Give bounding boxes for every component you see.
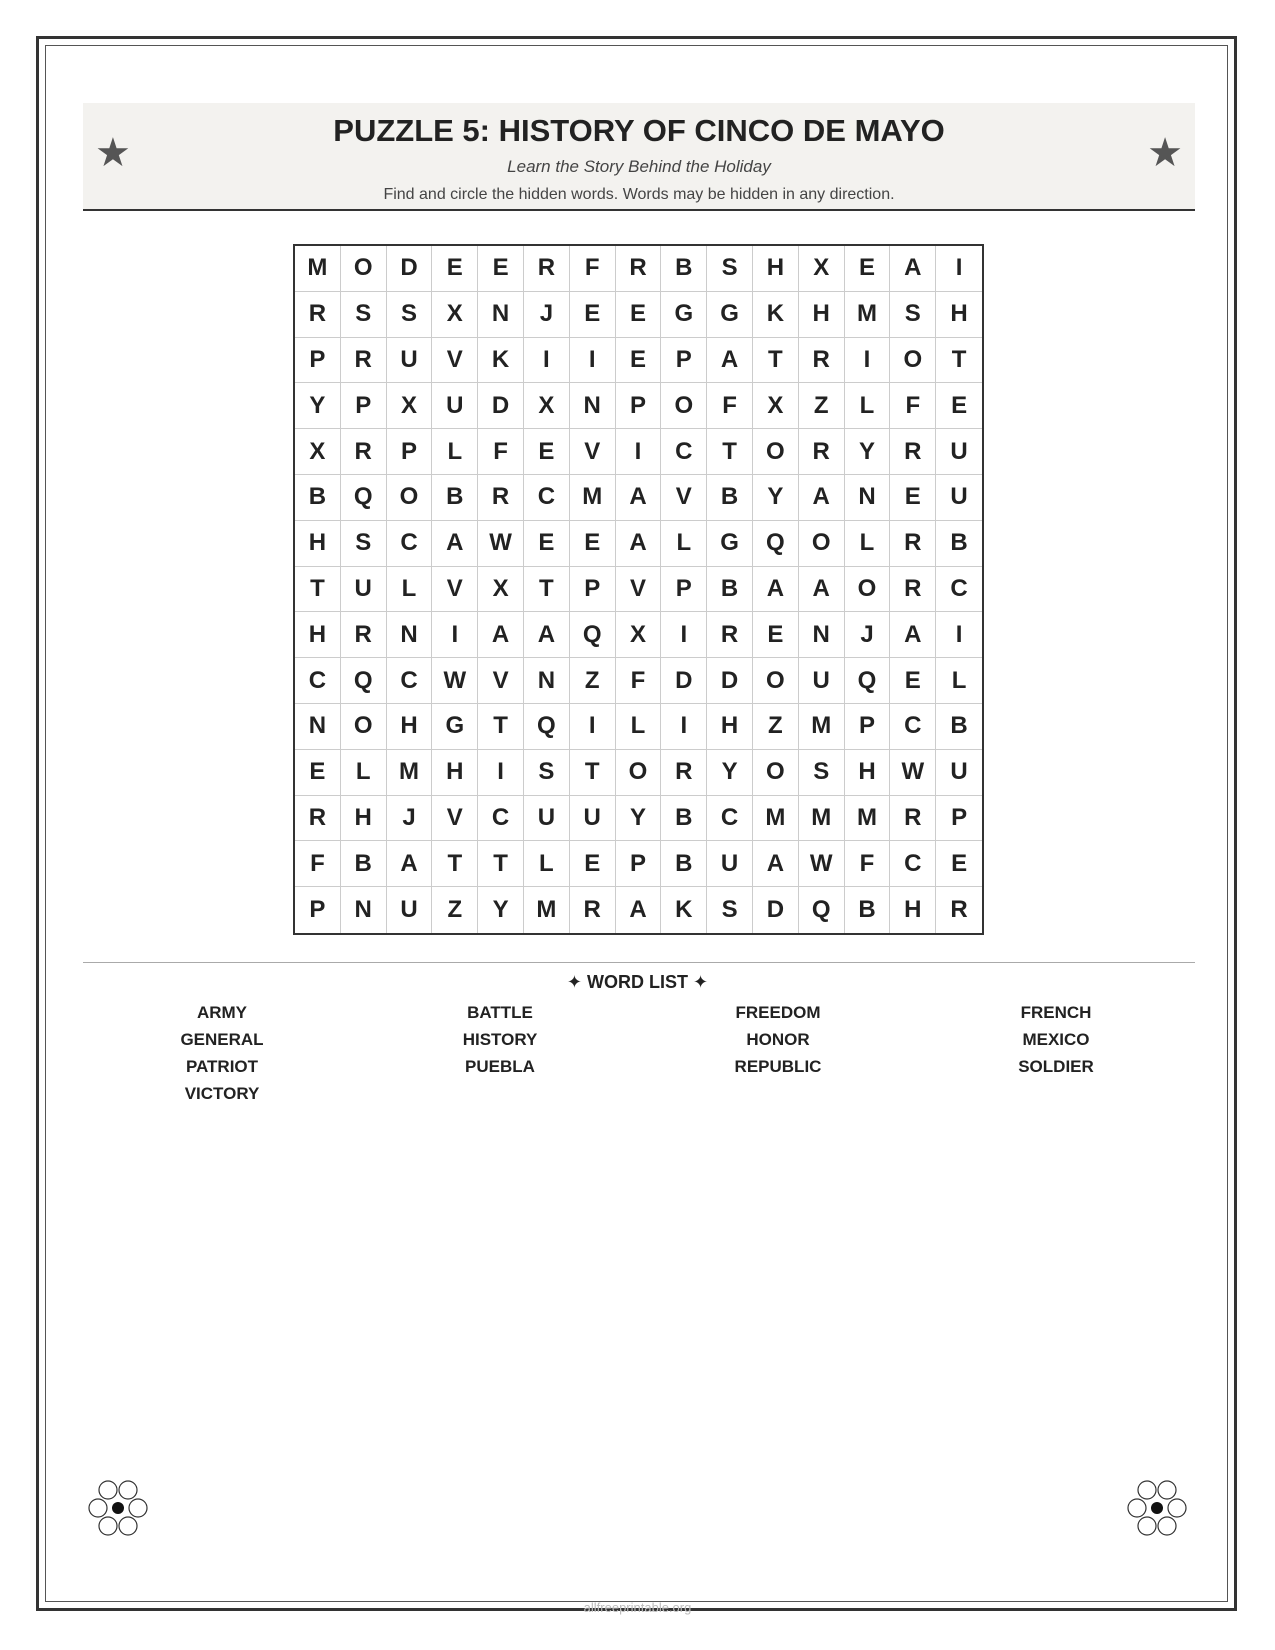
grid-cell: F: [890, 383, 936, 429]
grid-cell: H: [295, 612, 341, 658]
grid-cell: V: [616, 567, 662, 613]
grid-cell: T: [432, 841, 478, 887]
grid-cell: V: [661, 475, 707, 521]
grid-cell: C: [707, 796, 753, 842]
grid-cell: N: [295, 704, 341, 750]
grid-cell: I: [936, 246, 982, 292]
word-list-item: PUEBLA: [465, 1057, 535, 1076]
grid-cell: B: [661, 246, 707, 292]
grid-cell: O: [387, 475, 433, 521]
grid-cell: L: [661, 521, 707, 567]
grid-cell: E: [753, 612, 799, 658]
grid-cell: R: [570, 887, 616, 933]
grid-cell: G: [707, 292, 753, 338]
grid-cell: R: [341, 338, 387, 384]
grid-cell: E: [570, 292, 616, 338]
grid-cell: C: [387, 658, 433, 704]
grid-cell: P: [845, 704, 891, 750]
grid-cell: L: [845, 383, 891, 429]
grid-cell: H: [432, 750, 478, 796]
grid-cell: P: [295, 338, 341, 384]
grid-cell: H: [845, 750, 891, 796]
grid-cell: S: [707, 887, 753, 933]
grid-cell: T: [570, 750, 616, 796]
grid-cell: B: [707, 475, 753, 521]
flower-ornament-icon: [86, 1478, 150, 1538]
grid-cell: R: [950, 896, 968, 924]
grid-cell: D: [753, 887, 799, 933]
grid-cell: S: [341, 521, 387, 567]
grid-cell: K: [753, 292, 799, 338]
grid-cell: W: [799, 841, 845, 887]
puzzle-subtitle: Learn the Story Behind the Holiday: [507, 157, 771, 176]
grid-cell: F: [570, 246, 616, 292]
grid-cell: G: [432, 704, 478, 750]
grid-cell: E: [432, 246, 478, 292]
grid-cell: X: [387, 383, 433, 429]
word-list-item: FRENCH: [1020, 1003, 1092, 1022]
grid-cell: E: [936, 841, 982, 887]
grid-cell: E: [295, 750, 341, 796]
grid-cell: A: [616, 475, 662, 521]
grid-cell: R: [799, 338, 845, 384]
grid-cell: P: [661, 567, 707, 613]
grid-cell: I: [478, 750, 524, 796]
grid-cell: S: [387, 292, 433, 338]
grid-cell: B: [661, 796, 707, 842]
grid-cell: J: [387, 796, 433, 842]
grid-cell: A: [799, 475, 845, 521]
grid-cell: G: [661, 292, 707, 338]
grid-cell: Q: [799, 887, 845, 933]
grid-cell: L: [432, 429, 478, 475]
grid-cell: C: [936, 567, 982, 613]
grid-cell: R: [799, 429, 845, 475]
grid-cell: B: [707, 567, 753, 613]
grid-cell: A: [799, 567, 845, 613]
grid-cell: A: [753, 841, 799, 887]
grid-cell: O: [799, 521, 845, 567]
word-list-item: MEXICO: [1022, 1030, 1090, 1049]
grid-cell: M: [799, 704, 845, 750]
grid-cell: P: [295, 887, 341, 933]
grid-cell: T: [295, 567, 341, 613]
grid-cell: R: [478, 475, 524, 521]
grid-cell: C: [890, 704, 936, 750]
grid-cell: Z: [799, 383, 845, 429]
grid-cell: I: [661, 704, 707, 750]
grid-cell: E: [936, 383, 982, 429]
grid-cell: M: [524, 887, 570, 933]
grid-cell: J: [524, 292, 570, 338]
grid-cell: D: [661, 658, 707, 704]
star-icon: ★: [1147, 131, 1183, 175]
grid-cell: X: [432, 292, 478, 338]
grid-cell: C: [524, 475, 570, 521]
grid-cell: V: [570, 429, 616, 475]
grid-cell: X: [478, 567, 524, 613]
grid-cell: E: [478, 246, 524, 292]
word-list-item: VICTORY: [184, 1084, 260, 1103]
grid-cell: E: [570, 841, 616, 887]
grid-cell: L: [524, 841, 570, 887]
grid-cell: L: [387, 567, 433, 613]
grid-cell: P: [661, 338, 707, 384]
grid-cell: T: [936, 338, 982, 384]
footer-watermark: allfreeprintable.org: [583, 1600, 692, 1615]
grid-cell: S: [890, 292, 936, 338]
grid-cell: U: [341, 567, 387, 613]
grid-cell: O: [753, 750, 799, 796]
grid-cell: X: [524, 383, 570, 429]
grid-cell: M: [799, 796, 845, 842]
grid-cell: N: [341, 887, 387, 933]
word-list-item: ARMY: [196, 1003, 248, 1022]
star-icon: ★: [95, 131, 131, 175]
grid-cell: T: [478, 841, 524, 887]
word-list-item: GENERAL: [180, 1030, 264, 1049]
grid-cell: L: [341, 750, 387, 796]
grid-cell: H: [295, 521, 341, 567]
grid-cell: Y: [295, 383, 341, 429]
grid-cell: H: [936, 292, 982, 338]
grid-cell: A: [387, 841, 433, 887]
grid-cell: Q: [845, 658, 891, 704]
grid-cell: U: [432, 383, 478, 429]
grid-cell: Y: [616, 796, 662, 842]
grid-cell: C: [478, 796, 524, 842]
word-list-heading: ✦ WORD LIST ✦: [566, 972, 709, 992]
grid-cell: H: [341, 796, 387, 842]
grid-cell: G: [707, 521, 753, 567]
grid-cell: R: [524, 246, 570, 292]
word-list-item: HISTORY: [462, 1030, 538, 1049]
grid-cell: P: [341, 383, 387, 429]
grid-cell: A: [890, 246, 936, 292]
grid-cell: R: [890, 429, 936, 475]
grid-cell: B: [432, 475, 478, 521]
grid-cell: M: [845, 292, 891, 338]
grid-cell: C: [295, 658, 341, 704]
grid-cell: X: [799, 246, 845, 292]
grid-cell: A: [616, 887, 662, 933]
grid-cell: T: [707, 429, 753, 475]
grid-cell: R: [295, 292, 341, 338]
section-divider: [83, 962, 1195, 963]
grid-cell: U: [936, 429, 982, 475]
grid-cell: R: [341, 612, 387, 658]
grid-cell: C: [661, 429, 707, 475]
grid-cell: Q: [570, 612, 616, 658]
grid-cell: B: [845, 887, 891, 933]
grid-cell: L: [936, 658, 982, 704]
grid-cell: R: [295, 796, 341, 842]
grid-cell: V: [478, 658, 524, 704]
flower-ornament-icon: [1125, 1478, 1189, 1538]
grid-cell: H: [890, 887, 936, 933]
grid-cell: J: [845, 612, 891, 658]
grid-cell: M: [570, 475, 616, 521]
grid-cell: Z: [570, 658, 616, 704]
grid-cell: R: [707, 612, 753, 658]
grid-cell: X: [753, 383, 799, 429]
grid-cell: P: [936, 796, 982, 842]
grid-cell: B: [295, 475, 341, 521]
word-list-item: HONOR: [746, 1030, 810, 1049]
grid-cell: F: [845, 841, 891, 887]
grid-cell: U: [936, 475, 982, 521]
grid-cell: E: [570, 521, 616, 567]
grid-cell: W: [432, 658, 478, 704]
grid-cell: V: [432, 567, 478, 613]
grid-cell: O: [341, 704, 387, 750]
grid-cell: U: [799, 658, 845, 704]
grid-cell: E: [845, 246, 891, 292]
grid-cell: M: [387, 750, 433, 796]
grid-cell: S: [524, 750, 570, 796]
grid-cell: F: [478, 429, 524, 475]
grid-cell: P: [616, 841, 662, 887]
grid-cell: E: [890, 475, 936, 521]
grid-cell: N: [387, 612, 433, 658]
grid-cell: Q: [753, 521, 799, 567]
grid-cell: N: [799, 612, 845, 658]
grid-cell: Y: [707, 750, 753, 796]
grid-cell: E: [616, 338, 662, 384]
grid-cell: I: [570, 338, 616, 384]
grid-cell: T: [478, 704, 524, 750]
grid-cell: N: [478, 292, 524, 338]
grid-cell: T: [524, 567, 570, 613]
grid-cell: H: [753, 246, 799, 292]
grid-cell: K: [661, 887, 707, 933]
grid-cell: Z: [432, 887, 478, 933]
grid-cell: H: [799, 292, 845, 338]
grid-cell: E: [524, 521, 570, 567]
word-list-item: FREEDOM: [735, 1003, 821, 1022]
grid-cell: M: [753, 796, 799, 842]
grid-cell: L: [845, 521, 891, 567]
grid-cell: M: [845, 796, 891, 842]
grid-cell: V: [432, 796, 478, 842]
grid-cell: I: [936, 612, 982, 658]
grid-cell: A: [432, 521, 478, 567]
grid-cell: X: [616, 612, 662, 658]
grid-cell: R: [616, 246, 662, 292]
grid-cell: U: [387, 887, 433, 933]
grid-cell: P: [570, 567, 616, 613]
grid-cell: H: [387, 704, 433, 750]
grid-cell: S: [707, 246, 753, 292]
grid-cell: Z: [753, 704, 799, 750]
grid-cell: O: [341, 246, 387, 292]
grid-cell: U: [524, 796, 570, 842]
grid-cell: B: [936, 704, 982, 750]
grid-cell: T: [753, 338, 799, 384]
grid-cell: I: [845, 338, 891, 384]
word-list-item: REPUBLIC: [734, 1057, 822, 1076]
grid-cell: D: [707, 658, 753, 704]
grid-cell: F: [616, 658, 662, 704]
grid-cell: D: [478, 383, 524, 429]
grid-cell: O: [753, 658, 799, 704]
puzzle-title: PUZZLE 5: HISTORY OF CINCO DE MAYO: [333, 113, 945, 148]
grid-cell: F: [295, 841, 341, 887]
grid-cell: R: [341, 429, 387, 475]
grid-cell: M: [295, 246, 341, 292]
grid-cell: K: [478, 338, 524, 384]
grid-cell: R: [661, 750, 707, 796]
grid-cell: O: [890, 338, 936, 384]
grid-cell: I: [524, 338, 570, 384]
grid-cell: U: [570, 796, 616, 842]
grid-cell: S: [341, 292, 387, 338]
word-list: [83, 1002, 1195, 1104]
grid-cell: O: [845, 567, 891, 613]
grid-cell: E: [616, 292, 662, 338]
grid-cell: R: [890, 796, 936, 842]
grid-cell: F: [707, 383, 753, 429]
grid-cell: U: [936, 750, 982, 796]
grid-cell: U: [707, 841, 753, 887]
grid-cell: I: [616, 429, 662, 475]
grid-cell: A: [478, 612, 524, 658]
grid-cell: A: [616, 521, 662, 567]
grid-cell: A: [753, 567, 799, 613]
grid-cell: U: [387, 338, 433, 384]
grid-cell: P: [616, 383, 662, 429]
grid-cell: V: [432, 338, 478, 384]
puzzle-header: [83, 103, 1195, 211]
grid-cell: A: [890, 612, 936, 658]
grid-cell: D: [387, 246, 433, 292]
grid-cell: Y: [845, 429, 891, 475]
grid-cell: I: [570, 704, 616, 750]
word-list-item: SOLDIER: [1018, 1057, 1094, 1076]
grid-cell: R: [890, 521, 936, 567]
grid-cell: Q: [524, 704, 570, 750]
grid-cell: P: [387, 429, 433, 475]
grid-cell: I: [432, 612, 478, 658]
grid-cell: C: [890, 841, 936, 887]
grid-cell: Q: [341, 475, 387, 521]
grid-cell: B: [936, 521, 982, 567]
grid-cell: H: [707, 704, 753, 750]
grid-cell: Y: [753, 475, 799, 521]
grid-cell: Q: [341, 658, 387, 704]
grid-cell: R: [890, 567, 936, 613]
grid-cell: O: [753, 429, 799, 475]
grid-cell: E: [890, 658, 936, 704]
grid-cell: O: [616, 750, 662, 796]
grid-cell: Y: [478, 887, 524, 933]
grid-cell: X: [295, 429, 341, 475]
grid-cell: C: [387, 521, 433, 567]
word-list-item: PATRIOT: [185, 1057, 259, 1076]
grid-cell: N: [524, 658, 570, 704]
grid-cell: I: [661, 612, 707, 658]
grid-cell: W: [478, 521, 524, 567]
grid-cell: S: [799, 750, 845, 796]
grid-cell: N: [570, 383, 616, 429]
grid-cell: L: [616, 704, 662, 750]
grid-cell: O: [661, 383, 707, 429]
grid-cell: B: [341, 841, 387, 887]
grid-cell: A: [707, 338, 753, 384]
word-list-item: BATTLE: [467, 1003, 533, 1022]
grid-cell: E: [524, 429, 570, 475]
word-search-grid: [293, 244, 984, 935]
grid-cell: B: [661, 841, 707, 887]
puzzle-instructions: Find and circle the hidden words. Words may be hidden in any direction.: [383, 186, 895, 203]
grid-cell: N: [845, 475, 891, 521]
grid-cell: A: [524, 612, 570, 658]
grid-cell: W: [890, 750, 936, 796]
